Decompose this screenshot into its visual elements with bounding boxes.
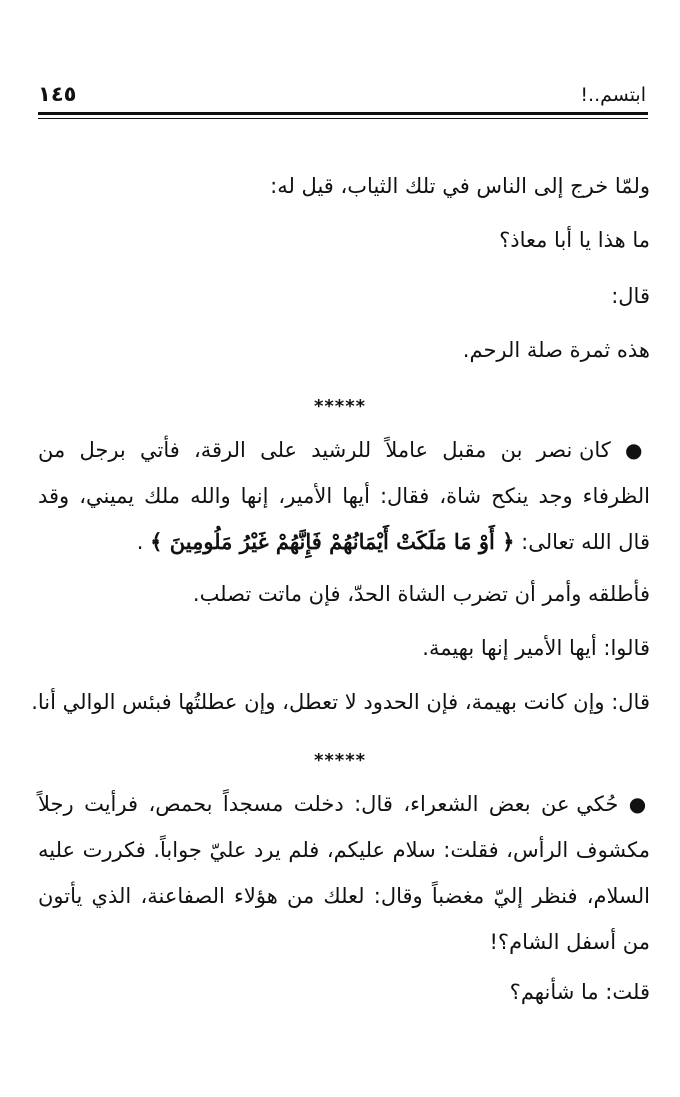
paragraph-line: مكشوف الرأس، فقلت: سلام عليكم، فلم يرد عليّ جواباً. فكررت عليه bbox=[38, 838, 650, 862]
header-rule-thin bbox=[38, 118, 648, 119]
bullet-icon: ● bbox=[625, 438, 650, 462]
bullet-icon: ● bbox=[628, 792, 650, 816]
section-separator: ***** bbox=[313, 750, 367, 771]
paragraph-text: حُكي عن بعض الشعراء، قال: دخلت مسجداً بحمص، فرأيت رجلاً bbox=[38, 792, 619, 816]
paragraph-line: ولمّا خرج إلى الناس في تلك الثياب، قيل له: bbox=[270, 174, 650, 198]
paragraph-line: قالوا: أيها الأمير إنها بهيمة. bbox=[422, 636, 650, 660]
paragraph-line: قال: bbox=[611, 284, 650, 308]
header-rule-thick bbox=[38, 112, 648, 115]
paragraph-line bbox=[38, 436, 650, 464]
section-separator: ***** bbox=[313, 396, 367, 417]
paragraph-line: الظرفاء وجد ينكح شاة، فقال: أيها الأمير، إنها والله ملك يميني، وقد bbox=[38, 484, 650, 508]
running-title: ابتسم..! bbox=[580, 84, 646, 106]
paragraph-text: قال الله تعالى: bbox=[521, 530, 650, 554]
paragraph-line bbox=[38, 528, 650, 556]
paragraph-line: قلت: ما شأنهم؟ bbox=[509, 980, 650, 1004]
paragraph-line: من أسفل الشام؟! bbox=[489, 930, 650, 954]
paragraph-line: السلام، فنظر إليّ مغضباً وقال: لعلك من هؤلاء الصفاعنة، الذي يأتون bbox=[38, 884, 650, 908]
page-number: ١٤٥ bbox=[38, 82, 77, 106]
paragraph-line: هذه ثمرة صلة الرحم. bbox=[462, 338, 650, 362]
quran-verse: ﴿ أَوْ مَا مَلَكَتْ أَيْمَانُهُمْ فَإِنَّهُمْ غَيْرُ مَلُومِينَ ﴾ bbox=[150, 529, 515, 554]
page-header bbox=[38, 82, 646, 112]
paragraph-text: . bbox=[136, 530, 144, 554]
paragraph-text: كان نصر بن مقبل عاملاً للرشيد على الرقة، فأتي برجل من bbox=[38, 438, 611, 462]
paragraph-line: ما هذا يا أبا معاذ؟ bbox=[499, 228, 650, 252]
paragraph-line: فأطلقه وأمر أن تضرب الشاة الحدّ، فإن ماتت تصلب. bbox=[192, 582, 650, 606]
paragraph-line bbox=[38, 790, 650, 818]
paragraph-line: قال: وإن كانت بهيمة، فإن الحدود لا تعطل، وإن عطلتُها فبئس الوالي أنا. bbox=[31, 690, 650, 714]
